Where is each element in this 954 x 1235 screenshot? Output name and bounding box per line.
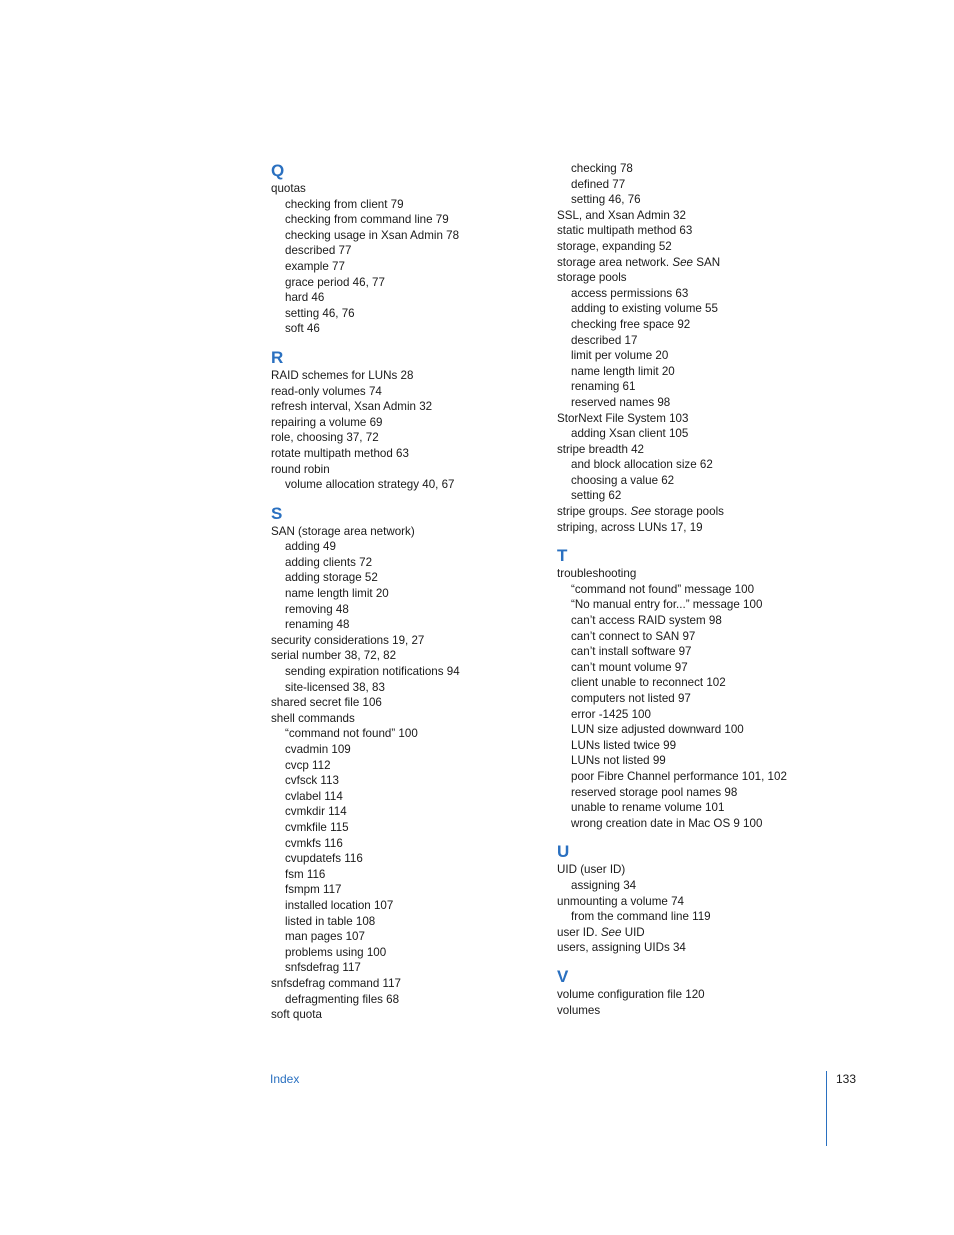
index-entry: storage, expanding 52 xyxy=(557,239,672,253)
index-subentry: checking from client 79 xyxy=(285,197,404,211)
index-subentry: checking free space 92 xyxy=(571,317,691,331)
index-subentry: from the command line 119 xyxy=(571,910,711,924)
index-subentry: cvupdatefs 116 xyxy=(285,852,363,866)
page-number: 133 xyxy=(836,1072,857,1086)
index-subentry: fsm 116 xyxy=(285,867,326,881)
index-subentry: installed location 107 xyxy=(285,898,394,912)
index-entry: rotate multipath method 63 xyxy=(271,446,409,460)
index-subentry: hard 46 xyxy=(285,291,325,305)
index-subentry: cvmkfile 115 xyxy=(285,820,349,834)
index-subentry: can’t access RAID system 98 xyxy=(571,614,722,628)
index-subentry: name length limit 20 xyxy=(285,587,389,601)
index-subentry: removing 48 xyxy=(285,602,349,616)
see-reference: See xyxy=(630,505,652,519)
index-subentry: adding Xsan client 105 xyxy=(571,427,689,441)
index-entry: round robin xyxy=(271,462,330,476)
index-subentry: problems using 100 xyxy=(285,945,387,959)
index-subentry: name length limit 20 xyxy=(571,364,675,378)
index-subentry: man pages 107 xyxy=(285,930,365,944)
index-subentry: limit per volume 20 xyxy=(571,349,669,363)
index-subentry: assigning 34 xyxy=(571,878,637,892)
footer-divider xyxy=(826,1071,827,1146)
entry-text: user ID. xyxy=(557,925,598,939)
entry-text: stripe groups. xyxy=(557,505,628,519)
see-reference: See xyxy=(600,925,622,939)
index-entry: static multipath method 63 xyxy=(557,224,693,238)
index-entry: snfsdefrag command 117 xyxy=(271,976,401,990)
index-entry: serial number 38, 72, 82 xyxy=(271,649,397,663)
index-entry: StorNext File System 103 xyxy=(557,411,689,425)
index-subentry: checking from command line 79 xyxy=(285,213,449,227)
see-target: UID xyxy=(621,925,645,939)
index-entry: storage pools xyxy=(557,271,627,285)
index-subentry: listed in table 108 xyxy=(285,914,376,928)
index-subentry: computers not listed 97 xyxy=(571,692,691,705)
section-letter: R xyxy=(271,347,284,367)
index-subentry: client unable to reconnect 102 xyxy=(571,676,726,690)
index-entry: soft quota xyxy=(271,1008,322,1022)
index-subentry: described 77 xyxy=(285,244,352,258)
index-subentry: volume allocation strategy 40, 67 xyxy=(285,478,455,492)
index-subentry: cvlabel 114 xyxy=(285,789,343,803)
index-subentry: “command not found” 100 xyxy=(285,727,418,741)
index-entry: SAN (storage area network) xyxy=(271,524,415,538)
index-subentry: checking usage in Xsan Admin 78 xyxy=(285,228,460,242)
index-subentry: LUNs not listed 99 xyxy=(571,754,666,768)
index-subentry: reserved storage pool names 98 xyxy=(571,785,738,799)
index-entry: striping, across LUNs 17, 19 xyxy=(557,520,703,534)
index-subentry: access permissions 63 xyxy=(571,286,689,300)
index-subentry: LUNs listed twice 99 xyxy=(571,738,677,752)
index-subentry: cvmkfs 116 xyxy=(285,836,343,850)
index-subentry: adding storage 52 xyxy=(285,571,378,585)
index-subentry: setting 46, 76 xyxy=(571,193,641,207)
index-subentry: unable to rename volume 101 xyxy=(571,801,725,815)
see-reference: See xyxy=(672,255,694,269)
index-subentry: soft 46 xyxy=(285,322,320,336)
index-subentry: “command not found” message 100 xyxy=(571,582,755,596)
index-entry: SSL, and Xsan Admin 32 xyxy=(557,208,686,222)
index-entry: refresh interval, Xsan Admin 32 xyxy=(271,400,433,414)
index-subentry: cvadmin 109 xyxy=(285,743,351,756)
index-subentry: defragmenting files 68 xyxy=(285,992,400,1006)
index-subentry: sending expiration notifications 94 xyxy=(285,665,460,679)
index-subentry: renaming 48 xyxy=(285,618,350,632)
footer-section-label: Index xyxy=(270,1072,300,1086)
index-subentry: cvfsck 113 xyxy=(285,774,339,788)
index-entry: users, assigning UIDs 34 xyxy=(557,941,686,955)
index-subentry: renaming 61 xyxy=(571,380,636,394)
index-entry: shared secret file 106 xyxy=(271,696,382,710)
index-entry xyxy=(557,925,827,941)
index-subentry: adding 49 xyxy=(285,540,336,554)
index-entry: quotas xyxy=(271,182,306,195)
index-entry: repairing a volume 69 xyxy=(271,415,383,429)
index-subentry: defined 77 xyxy=(571,177,626,191)
index-subentry: grace period 46, 77 xyxy=(285,275,385,289)
index-subentry: reserved names 98 xyxy=(571,395,671,409)
index-subentry: error -1425 100 xyxy=(571,707,651,721)
index-subentry: “No manual entry for...” message 100 xyxy=(571,598,763,612)
see-target: SAN xyxy=(693,255,721,269)
index-subentry: and block allocation size 62 xyxy=(571,458,713,472)
index-subentry: LUN size adjusted downward 100 xyxy=(571,723,744,737)
index-entry: read-only volumes 74 xyxy=(271,384,382,398)
see-target: storage pools xyxy=(651,505,724,519)
index-subentry: adding clients 72 xyxy=(285,555,373,569)
index-column-right xyxy=(557,161,827,1018)
index-entry: security considerations 19, 27 xyxy=(271,633,425,647)
index-subentry: choosing a value 62 xyxy=(571,473,675,487)
index-subentry: checking 78 xyxy=(571,162,633,175)
index-subentry: fsmpm 117 xyxy=(285,883,342,897)
index-subentry: poor Fibre Channel performance 101, 102 xyxy=(571,769,787,783)
index-subentry: setting 46, 76 xyxy=(285,306,355,320)
section-letter: U xyxy=(557,842,570,862)
index-subentry: wrong creation date in Mac OS 9 100 xyxy=(571,816,763,830)
index-subentry: can’t connect to SAN 97 xyxy=(571,629,696,643)
index-subentry: can’t install software 97 xyxy=(571,645,692,659)
index-subentry: described 17 xyxy=(571,333,638,347)
section-letter: S xyxy=(271,503,283,523)
index-entry xyxy=(557,255,827,271)
index-entry: shell commands xyxy=(271,711,355,725)
index-entry: RAID schemes for LUNs 28 xyxy=(271,368,414,382)
index-subentry: can’t mount volume 97 xyxy=(571,660,688,674)
index-subentry: setting 62 xyxy=(571,489,622,503)
index-entry: volume configuration file 120 xyxy=(557,987,705,1001)
index-column-left xyxy=(271,161,541,1023)
index-subentry: site-licensed 38, 83 xyxy=(285,680,385,694)
index-subentry: adding to existing volume 55 xyxy=(571,302,718,316)
index-entry: role, choosing 37, 72 xyxy=(271,431,379,445)
index-entry: unmounting a volume 74 xyxy=(557,894,684,908)
index-subentry: cvcp 112 xyxy=(285,758,331,772)
index-subentry: cvmkdir 114 xyxy=(285,805,347,819)
index-entry: troubleshooting xyxy=(557,567,637,581)
index-entry: stripe breadth 42 xyxy=(557,442,645,456)
section-letter: Q xyxy=(271,161,285,180)
section-letter: V xyxy=(557,966,569,986)
index-entry: UID (user ID) xyxy=(557,863,626,877)
index-subentry: snfsdefrag 117 xyxy=(285,961,361,975)
entry-text: storage area network. xyxy=(557,255,670,269)
section-letter: T xyxy=(557,546,568,566)
index-entry xyxy=(557,504,827,520)
index-entry: volumes xyxy=(557,1003,601,1017)
index-subentry: example 77 xyxy=(285,259,345,273)
